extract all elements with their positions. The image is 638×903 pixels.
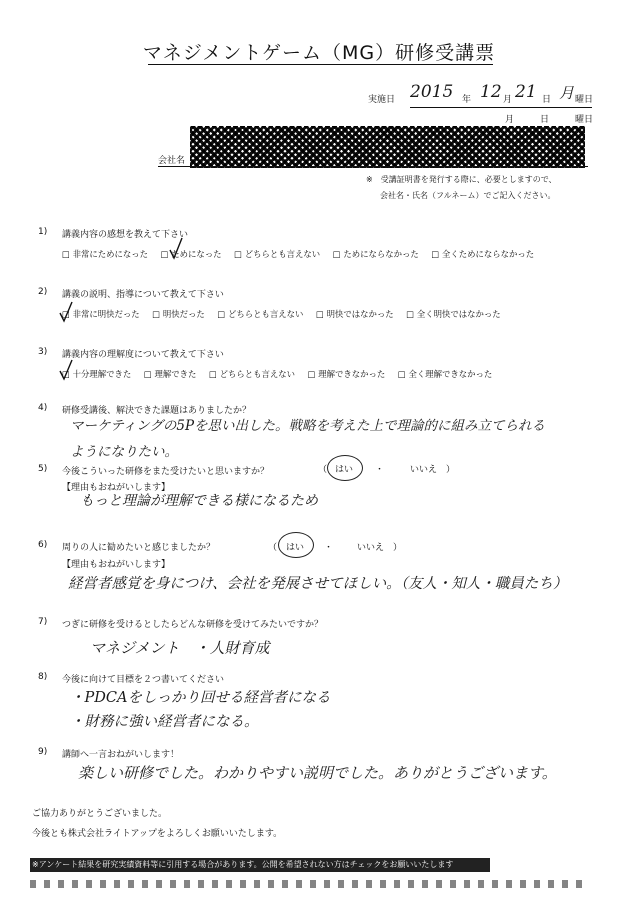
company-underline [158, 166, 588, 167]
q9-text: 講師へ一言おねがいします！ [62, 750, 180, 760]
q5-paren-close: ） [446, 465, 456, 475]
q6-answer: 経営者感覚を身につけ、会社を発展させてほしい。（友人・知人・職員たち） [68, 576, 568, 592]
q3-number: 3) [38, 347, 48, 357]
q2-text: 講義の説明、指導について教えて下さい [62, 290, 224, 300]
q1-option[interactable]: □ ためにならなかった [333, 249, 419, 259]
redacted-area [190, 126, 585, 168]
month-suffix: 月 [503, 95, 513, 105]
q4-number: 4) [38, 403, 48, 413]
q4-answer-line2: ようになりたい。 [70, 444, 178, 460]
q8-number: 8) [38, 672, 48, 682]
q9-number: 9) [38, 747, 48, 757]
q6-text: 周りの人に勧めたいと感じましたか？ [62, 543, 216, 553]
q5-dot: ・ [375, 465, 385, 475]
q6-paren-open: （ [268, 543, 278, 553]
note-line1: ※ 受講証明書を発行する際に、必要としますので、 [366, 175, 557, 184]
q1-checkmark-icon [168, 236, 184, 262]
date-row2-month: 月 [505, 115, 515, 125]
date-year-handwritten: 2015 [410, 82, 454, 102]
q5-reason-label: 【理由もおねがいします】 [62, 483, 171, 493]
q2-number: 2) [38, 287, 48, 297]
weekday-suffix: 曜日 [575, 95, 594, 105]
date-day-handwritten: 21 [515, 82, 537, 102]
q5-number: 5) [38, 464, 48, 474]
year-suffix: 年 [462, 95, 472, 105]
footer-cutoff-row [30, 880, 590, 888]
q9-answer: 楽しい研修でした。わかりやすい説明でした。ありがとうございます。 [78, 764, 557, 782]
q1-options [62, 248, 544, 260]
date-row2-day: 日 [540, 115, 550, 125]
q5-answer: もっと理論が理解できる様になるため [80, 493, 318, 509]
q2-options [62, 308, 511, 320]
date-row2-weekday: 曜日 [575, 115, 594, 125]
q6-reason-label: 【理由もおねがいします】 [62, 560, 171, 570]
q2-option[interactable]: □ 非常に明快だった [62, 309, 140, 319]
weekday-handwritten: 月 [559, 84, 575, 102]
q5-no[interactable]: いいえ [410, 465, 438, 475]
closing-line2: 今後とも株式会社ライトアップをよろしくお願いいたします。 [32, 829, 283, 839]
q3-option[interactable]: □ 理解できなかった [308, 369, 386, 379]
q1-number: 1) [38, 227, 48, 237]
q1-text: 講義内容の感想を教えて下さい [62, 230, 189, 240]
q6-dot: ・ [324, 543, 334, 553]
date-month-handwritten: 12 [480, 82, 502, 102]
q6-number: 6) [38, 540, 48, 550]
q1-option[interactable]: □ どちらとも言えない [234, 249, 320, 259]
q4-answer-line1: マーケティングの5Pを思い出した。戦略を考えた上で理論的に組み立てられる [70, 418, 546, 434]
q6-no[interactable]: いいえ [357, 543, 385, 553]
q1-option[interactable]: □ 非常にためになった [62, 249, 148, 259]
date-label: 実施日 [368, 95, 396, 105]
day-suffix: 日 [542, 95, 552, 105]
note-line2: 会社名・氏名（フルネーム）でご記入ください。 [380, 191, 556, 200]
q6-paren-close: ） [393, 543, 403, 553]
q2-option[interactable]: □ 全く明快ではなかった [406, 309, 500, 319]
q2-option[interactable]: □ どちらとも言えない [217, 309, 303, 319]
q8-text: 今後に向けて目標を２つ書いてください [62, 675, 225, 685]
q2-option[interactable]: □ 明快ではなかった [316, 309, 394, 319]
page-title: マネジメントゲーム（MG）研修受講票 [142, 42, 496, 64]
q3-text: 講義内容の理解度について教えて下さい [62, 350, 224, 360]
q6-yes[interactable]: はい [286, 543, 305, 553]
q1-option[interactable]: □ ためになった [161, 249, 222, 259]
q2-option[interactable]: □ 明快だった [152, 309, 204, 319]
q3-checkmark-icon [58, 358, 74, 382]
q1-option[interactable]: □ 全くためにならなかった [431, 249, 534, 259]
q8-answer-line1: ・PDCAをしっかり回せる経営者になる [70, 690, 331, 706]
q3-option[interactable]: □ 全く理解できなかった [398, 369, 492, 379]
closing-line1: ご協力ありがとうございました。 [32, 809, 168, 819]
q5-paren-open: （ [318, 465, 328, 475]
q5-yes[interactable]: はい [335, 465, 354, 475]
q8-answer-line2: ・財務に強い経営者になる。 [70, 714, 259, 730]
q7-number: 7) [38, 617, 48, 627]
q7-text: つぎに研修を受けるとしたらどんな研修を受けてみたいですか？ [62, 620, 324, 630]
q7-answer: マネジメント ・人財育成 [90, 639, 270, 657]
q4-text: 研修受講後、解決できた課題はありましたか？ [62, 406, 252, 416]
q3-options [62, 368, 502, 380]
title-underline [148, 64, 493, 65]
date-underline [410, 107, 592, 108]
q2-checkmark-icon [58, 300, 74, 324]
q5-text: 今後こういった研修をまた受けたいと思いますか？ [62, 467, 270, 477]
footer-text: ※アンケート結果を研究実績資料等に引用する場合があります。公開を希望されない方はチェックをお願いいたします [32, 860, 454, 869]
q3-option[interactable]: □ どちらとも言えない [209, 369, 295, 379]
q3-option[interactable]: □ 理解できた [144, 369, 196, 379]
company-label: 会社名 [158, 156, 186, 166]
q3-option[interactable]: □ 十分理解できた [62, 369, 131, 379]
